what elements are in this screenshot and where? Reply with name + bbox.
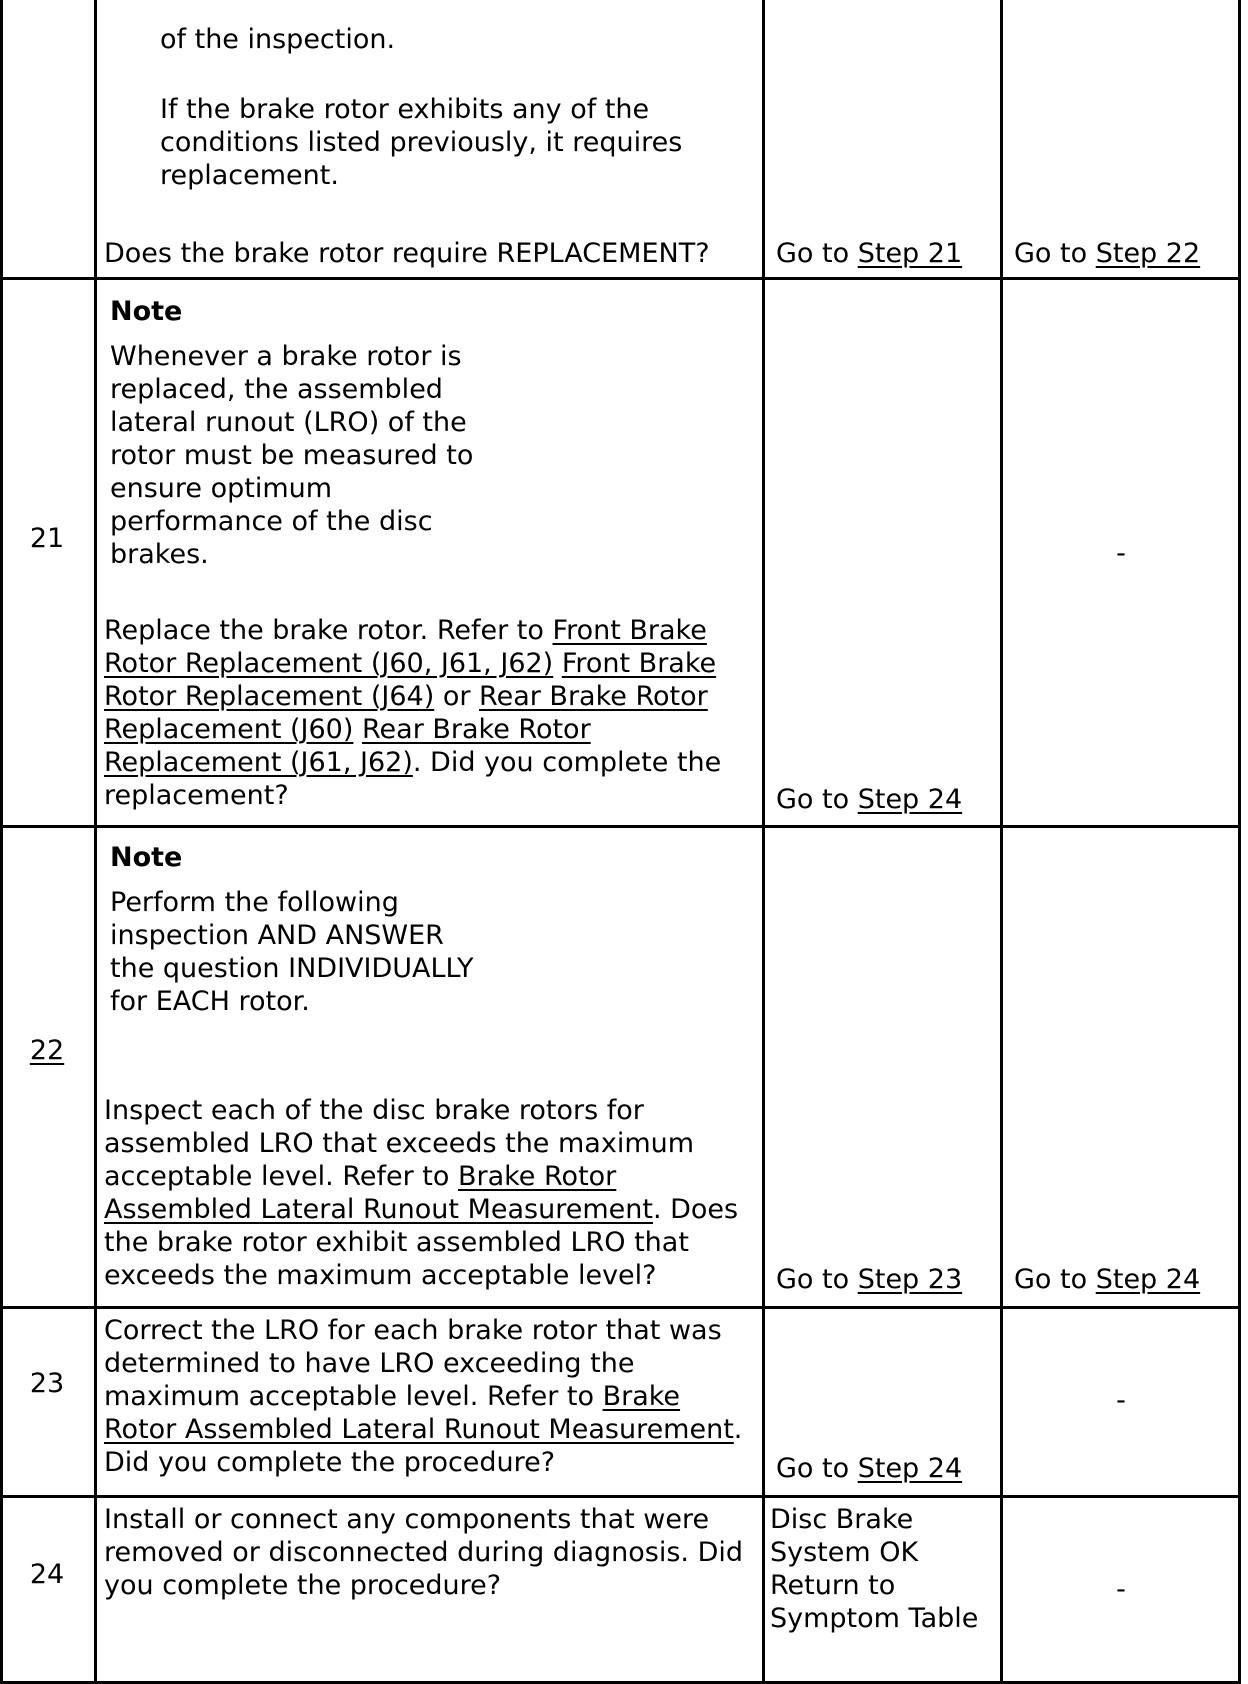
row-22-yes-cell	[776, 1263, 962, 1296]
row-23-no-cell: -	[1116, 1385, 1126, 1416]
rear-brake-rotor-replacement-j60-link[interactable]: Rear Brake Rotor Replacement (J60)	[104, 681, 708, 745]
step-23-link[interactable]: Step 23	[857, 1264, 963, 1295]
row-20-continuation: of the inspection.	[160, 24, 396, 55]
step-22-link[interactable]: Step 22	[1095, 238, 1201, 269]
row-24-action: Install or connect any components that were removed or disconnected during diagnosis. Did you complete the procedure?	[104, 1504, 743, 1601]
row-21-action: Replace the brake rotor. Refer to Front Brake Rotor Replacement (J60, J61, J62) Front Brake Rotor Replacement (J64) or Rear Brake Rotor Replacement (J60) Rear Brake Rotor Replacement (J61, J62). Did you complete the replacement?	[104, 615, 722, 811]
note-heading: Note	[110, 296, 183, 327]
front-brake-rotor-replacement-j64-link[interactable]: Front Brake Rotor Replacement (J64)	[104, 648, 717, 712]
step-24-link[interactable]: Step 24	[857, 1453, 963, 1484]
grid-line	[762, 0, 765, 1684]
row-20-no-cell	[1014, 237, 1200, 270]
step-21-link[interactable]: Step 21	[857, 238, 963, 269]
step-number: 24	[29, 1559, 65, 1590]
rear-brake-rotor-replacement-j61-j62-link[interactable]: Rear Brake Rotor Replacement (J61, J62)	[104, 714, 591, 778]
yes-prefix: Go to	[776, 1264, 858, 1295]
step-number: 21	[29, 523, 65, 554]
grid-line	[0, 0, 3, 1684]
brake-rotor-assembled-lateral-runout-measurement-link[interactable]: Brake Rotor Assembled Lateral Runout Measurement	[104, 1161, 653, 1225]
row-20-question: Does the brake rotor require REPLACEMENT?	[104, 238, 710, 269]
step-number: 23	[29, 1368, 65, 1399]
row-21-no-cell: -	[1116, 538, 1126, 569]
yes-prefix: Go to	[776, 1453, 858, 1484]
yes-prefix: Go to	[776, 238, 858, 269]
step-24-link[interactable]: Step 24	[1095, 1264, 1201, 1295]
grid-line	[94, 0, 97, 1684]
grid-line	[1238, 0, 1241, 1684]
grid-line	[0, 1306, 1241, 1309]
brake-rotor-assembled-lateral-runout-measurement-link[interactable]: Brake Rotor Assembled Lateral Runout Measurement	[104, 1381, 734, 1445]
row-20-condition-text: If the brake rotor exhibits any of the conditions listed previously, it requires replacement.	[160, 94, 683, 191]
grid-line	[0, 825, 1241, 828]
row-21-yes-cell	[776, 783, 962, 816]
grid-line	[0, 1495, 1241, 1498]
no-prefix: Go to	[1014, 238, 1096, 269]
grid-line	[1000, 0, 1003, 1684]
row-23-action: Correct the LRO for each brake rotor that was determined to have LRO exceeding the maximum acceptable level. Refer to Brake Rotor Assembled Lateral Runout Measurement. Did you complete the procedure?	[104, 1315, 743, 1478]
note-text: Perform the following inspection AND ANSWER the question INDIVIDUALLY for EACH rotor.	[110, 887, 474, 1017]
yes-prefix: Go to	[776, 784, 858, 815]
row-23-yes-cell	[776, 1452, 962, 1485]
note-heading: Note	[110, 842, 183, 873]
grid-line	[0, 277, 1241, 280]
step-number[interactable]: 22	[29, 1035, 65, 1066]
row-20-yes-cell	[776, 237, 962, 270]
no-prefix: Go to	[1014, 1264, 1096, 1295]
row-22-action: Inspect each of the disc brake rotors for assembled LRO that exceeds the maximum acceptable level. Refer to Brake Rotor Assembled Lateral Runout Measurement. Does the brake rotor exhibit assembled LRO that exceeds the maximum acceptable level?	[104, 1095, 739, 1291]
row-24-yes-cell: Disc Brake System OK Return to Symptom Table	[770, 1504, 979, 1634]
front-brake-rotor-replacement-j60-j61-j62-link[interactable]: Front Brake Rotor Replacement (J60, J61, J62)	[104, 615, 707, 679]
note-text: Whenever a brake rotor is replaced, the assembled lateral runout (LRO) of the rotor must be measured to ensure optimum performance of the disc brakes.	[110, 341, 474, 570]
row-24-no-cell: -	[1116, 1574, 1126, 1605]
step-24-link[interactable]: Step 24	[857, 784, 963, 815]
row-22-no-cell	[1014, 1263, 1200, 1296]
